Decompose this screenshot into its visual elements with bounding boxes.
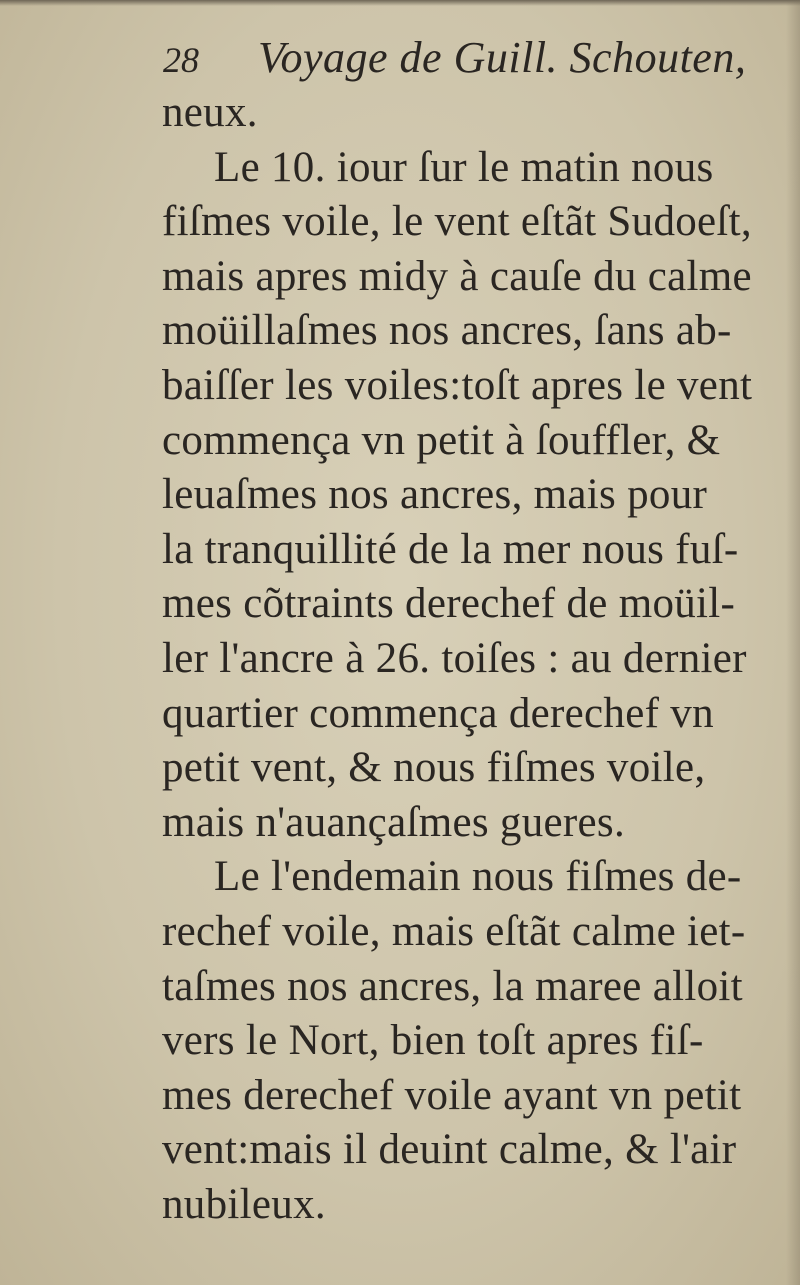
text-line: vent:mais il deuint calme, & l'air <box>162 1126 737 1174</box>
text-line: nubileux. <box>162 1180 326 1228</box>
page-number: 28 <box>163 40 199 80</box>
text-line: ler l'ancre à 26. toiſes : au dernier <box>162 634 747 682</box>
text-line: vers le Nort, bien toſt apres fiſ- <box>162 1017 704 1065</box>
text-line: mais apres midy à cauſe du calme <box>162 252 752 300</box>
text-line: leuaſmes nos ancres, mais pour <box>162 471 708 519</box>
text-line: commença vn petit à ſouffler, & <box>162 416 721 464</box>
text-line: mes derechef voile ayant vn petit <box>162 1071 742 1119</box>
running-title: Voyage de Guill. Schouten, <box>258 33 747 82</box>
text-line: fiſmes voile, le vent eſtãt Sudoeſt, <box>162 198 752 246</box>
text-line: mes cõtraints derechef de moüil- <box>162 580 736 628</box>
text-line: taſmes nos ancres, la maree alloit <box>162 962 743 1010</box>
paragraph-start-line: Le l'endemain nous fiſmes de- <box>214 853 742 901</box>
text-line: la tranquillité de la mer nous fuſ- <box>162 525 739 573</box>
text-line: petit vent, & nous fiſmes voile, <box>162 744 706 792</box>
body-text <box>162 86 752 1232</box>
paragraph-start-line: Le 10. iour ſur le matin nous <box>214 143 714 191</box>
page-header <box>163 30 747 86</box>
text-line: neux. <box>162 89 258 136</box>
text-line: baiſſer les voiles:toſt apres le vent <box>162 361 753 409</box>
text-line: rechef voile, mais eſtãt calme iet- <box>162 907 746 955</box>
text-line: quartier commença derechef vn <box>162 689 714 737</box>
text-line: mais n'auançaſmes gueres. <box>162 798 625 846</box>
text-line: moüillaſmes nos ancres, ſans ab- <box>162 307 732 355</box>
